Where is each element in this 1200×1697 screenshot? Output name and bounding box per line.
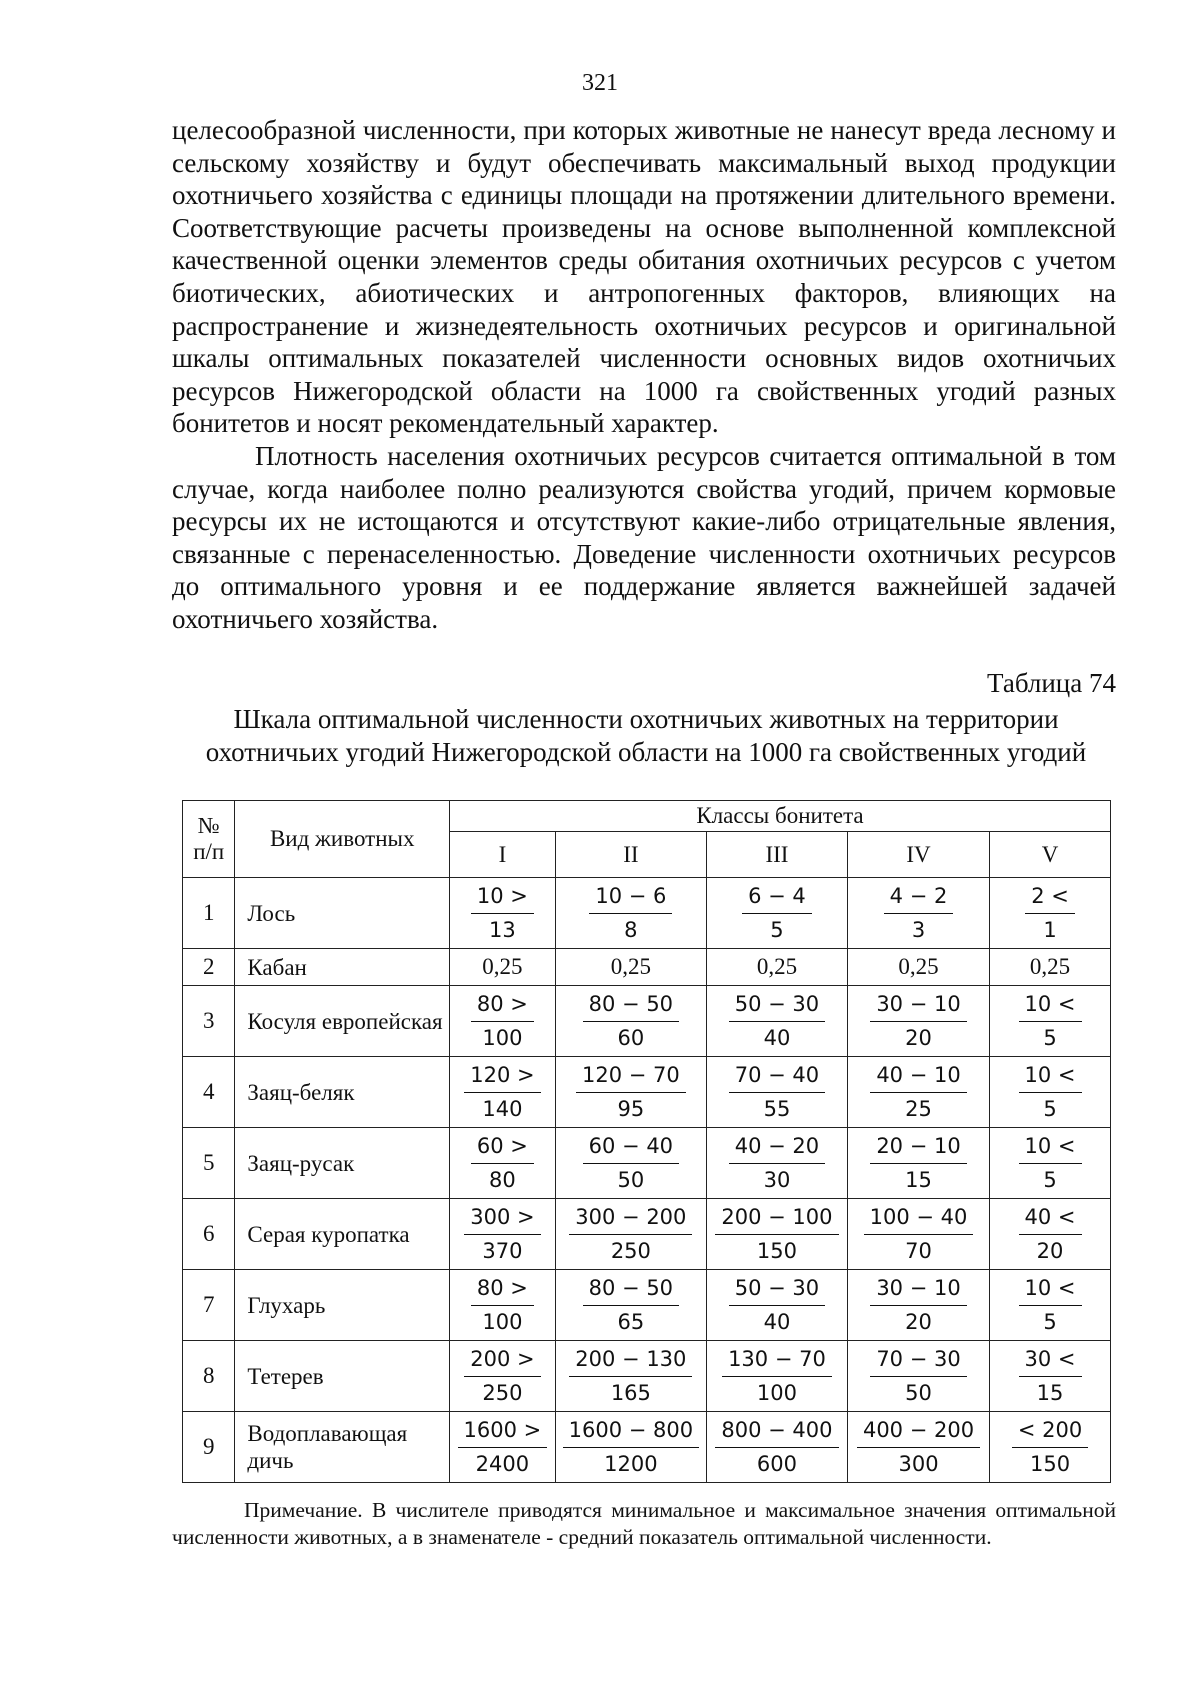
density-cell (450, 986, 556, 1057)
table-row (183, 878, 1111, 949)
density-range: 6 − 4 (742, 883, 812, 914)
species-name: Заяц-беляк (235, 1057, 450, 1128)
density-cell (847, 1199, 989, 1270)
row-number: 3 (183, 986, 235, 1057)
row-number: 4 (183, 1057, 235, 1128)
species-name: Серая куропатка (235, 1199, 450, 1270)
density-average: 300 (898, 1451, 939, 1476)
density-range: 10 < (1019, 1275, 1082, 1306)
density-fraction (583, 991, 679, 1052)
density-range: 2 < (1025, 883, 1075, 914)
density-cell (706, 1199, 847, 1270)
density-range: 20 − 10 (870, 1133, 966, 1164)
density-range: 10 < (1019, 1062, 1082, 1093)
density-average: 5 (1043, 1025, 1057, 1050)
density-fraction (576, 1062, 686, 1123)
density-cell (450, 1199, 556, 1270)
density-average: 55 (763, 1096, 791, 1121)
page-number: 321 (582, 70, 618, 96)
species-name: Заяц-русак (235, 1128, 450, 1199)
density-average: 50 (905, 1380, 932, 1405)
density-average: 13 (489, 917, 516, 942)
density-cell (706, 878, 847, 949)
density-range: 1600 > (458, 1417, 548, 1448)
density-range: 30 < (1019, 1346, 1082, 1377)
density-value: 0,25 (706, 949, 847, 986)
density-fraction (471, 883, 534, 944)
density-cell (847, 1270, 989, 1341)
density-cell (450, 1341, 556, 1412)
density-average: 80 (489, 1167, 516, 1192)
density-cell (990, 1057, 1111, 1128)
density-range: 40 − 20 (729, 1133, 825, 1164)
density-range: 60 > (471, 1133, 534, 1164)
density-range: 70 − 40 (729, 1062, 825, 1093)
density-average: 70 (905, 1238, 932, 1263)
header-species: Вид животных (235, 801, 450, 878)
density-fraction (884, 883, 954, 944)
row-number: 5 (183, 1128, 235, 1199)
paragraph: целесообразной численности, при которых животные не нанесут вреда лесному и сельскому хозяйству и будут обеспечивать максимальный выход продукции охотничьего хозяйства с единицы площади на протяжении длительного времени. Соответствующие расчеты произведены на основе выполненной комплексной качественной оценки элементов среды обитания охотничьих ресурсов с учетом биотических, абиотических и антропогенных факторов, влияющих на распространение и жизнедеятельность охотничьих ресурсов и оригинальной шкалы оптимальных показателей численности основных видов охотничьих ресурсов Нижегородской области на 1000 га свойственных угодий разных бонитетов и носят рекомендательный характер. (172, 115, 1116, 439)
header-num (183, 801, 235, 878)
density-average: 250 (610, 1238, 651, 1263)
density-average: 25 (905, 1096, 932, 1121)
density-cell (450, 1057, 556, 1128)
density-average: 100 (482, 1309, 523, 1334)
density-average: 5 (1043, 1309, 1057, 1334)
table-title (172, 703, 1120, 769)
density-fraction (471, 1133, 534, 1194)
table-row (183, 1128, 1111, 1199)
density-fraction (563, 1417, 699, 1478)
density-range: 120 − 70 (576, 1062, 686, 1093)
density-average: 20 (905, 1309, 932, 1334)
header-num-line: п/п (193, 839, 225, 864)
header-class-5: V (990, 832, 1111, 878)
density-range: 50 − 30 (729, 1275, 825, 1306)
header-classes: Классы бонитета (450, 801, 1111, 832)
species-name: Водоплавающая дичь (235, 1412, 450, 1483)
density-fraction (870, 1062, 966, 1123)
density-average: 20 (905, 1025, 932, 1050)
density-value: 0,25 (555, 949, 706, 986)
density-cell (847, 1412, 989, 1483)
density-cell (555, 1412, 706, 1483)
density-fraction (471, 991, 534, 1052)
paragraph: Плотность населения охотничьих ресурсов считается оптимальной в том случае, когда наиболее полно реализуются свойства угодий, причем кормовые ресурсы их не истощаются и отсутствуют какие-либо отрицательные явления, связанные с перенаселенностью. Доведение численности охотничьих ресурсов до оптимального уровня и ее поддержание является важнейшей задачей охотничьего хозяйства. (172, 440, 1116, 634)
row-number: 1 (183, 878, 235, 949)
density-cell (706, 1128, 847, 1199)
density-fraction (1019, 1204, 1082, 1265)
density-cell (990, 1128, 1111, 1199)
density-average: 250 (482, 1380, 523, 1405)
density-fraction (870, 991, 966, 1052)
density-fraction (729, 991, 825, 1052)
density-cell (706, 986, 847, 1057)
density-range: 80 > (471, 991, 534, 1022)
density-cell (990, 1341, 1111, 1412)
density-fraction (1019, 991, 1082, 1052)
density-cell (450, 1270, 556, 1341)
density-average: 8 (624, 917, 638, 942)
density-cell (555, 1341, 706, 1412)
density-fraction (870, 1133, 966, 1194)
density-range: 1600 − 800 (563, 1417, 699, 1448)
body-text (172, 114, 1116, 636)
density-fraction (1025, 883, 1075, 944)
header-num-line: № (197, 813, 220, 838)
density-average: 600 (756, 1451, 797, 1476)
density-range: 10 < (1019, 991, 1082, 1022)
density-range: 120 > (464, 1062, 540, 1093)
species-name: Глухарь (235, 1270, 450, 1341)
density-range: 130 − 70 (722, 1346, 832, 1377)
density-fraction (729, 1275, 825, 1336)
density-average: 95 (617, 1096, 645, 1121)
density-fraction (589, 883, 672, 944)
density-fraction (857, 1417, 980, 1478)
density-cell (706, 1270, 847, 1341)
density-cell (847, 986, 989, 1057)
density-range: 300 − 200 (569, 1204, 692, 1235)
density-average: 40 (763, 1309, 791, 1334)
table-title-line: Шкала оптимальной численности охотничьих животных на территории (233, 704, 1059, 734)
density-range: 80 − 50 (583, 1275, 679, 1306)
table-row (183, 1057, 1111, 1128)
density-cell (555, 1199, 706, 1270)
density-fraction (458, 1417, 548, 1478)
density-average: 15 (1036, 1380, 1064, 1405)
density-fraction (1019, 1062, 1082, 1123)
density-cell (990, 986, 1111, 1057)
density-cell (555, 1057, 706, 1128)
density-range: 80 > (471, 1275, 534, 1306)
density-average: 65 (617, 1309, 645, 1334)
density-average: 5 (770, 917, 784, 942)
row-number: 9 (183, 1412, 235, 1483)
density-average: 2400 (475, 1451, 530, 1476)
density-value: 0,25 (450, 949, 556, 986)
density-value: 0,25 (990, 949, 1111, 986)
density-range: 10 > (471, 883, 534, 914)
density-average: 3 (911, 917, 926, 942)
density-range: 50 − 30 (729, 991, 825, 1022)
table-row (183, 1199, 1111, 1270)
row-number: 8 (183, 1341, 235, 1412)
table-row (183, 1270, 1111, 1341)
density-fraction (583, 1133, 679, 1194)
density-fraction (1019, 1346, 1082, 1407)
density-cell (847, 1057, 989, 1128)
density-range: 70 − 30 (870, 1346, 966, 1377)
density-fraction (464, 1346, 540, 1407)
optimal-density-table (182, 800, 1111, 1483)
table-row (183, 1412, 1111, 1483)
density-fraction (864, 1204, 974, 1265)
density-range: 60 − 40 (583, 1133, 679, 1164)
density-average: 20 (1036, 1238, 1064, 1263)
density-average: 100 (482, 1025, 523, 1050)
density-cell (450, 1128, 556, 1199)
density-range: 100 − 40 (864, 1204, 974, 1235)
density-range: 200 − 100 (715, 1204, 838, 1235)
density-average: 1200 (604, 1451, 658, 1476)
species-name: Лось (235, 878, 450, 949)
density-cell (555, 986, 706, 1057)
density-average: 150 (756, 1238, 797, 1263)
density-average: 1 (1043, 917, 1057, 942)
density-fraction (471, 1275, 534, 1336)
species-name: Кабан (235, 949, 450, 986)
density-fraction (1019, 1133, 1082, 1194)
density-cell (706, 1341, 847, 1412)
density-fraction (870, 1275, 966, 1336)
density-cell (990, 878, 1111, 949)
row-number: 6 (183, 1199, 235, 1270)
density-range: 10 < (1019, 1133, 1082, 1164)
table-note: Примечание. В числителе приводятся минимальное и максимальное значения оптимальной численности животных, а в знаменателе - средний показатель оптимальной численности. (172, 1498, 1116, 1549)
species-name: Тетерев (235, 1341, 450, 1412)
species-name: Косуля европейская (235, 986, 450, 1057)
density-fraction (569, 1346, 692, 1407)
density-cell (847, 878, 989, 949)
header-class-2: II (555, 832, 706, 878)
row-number: 7 (183, 1270, 235, 1341)
density-range: 80 − 50 (583, 991, 679, 1022)
density-cell (450, 878, 556, 949)
density-cell (847, 1341, 989, 1412)
density-value: 0,25 (847, 949, 989, 986)
density-average: 5 (1043, 1167, 1057, 1192)
table-row (183, 1341, 1111, 1412)
density-fraction (569, 1204, 692, 1265)
table-row (183, 949, 1111, 986)
density-cell (847, 1128, 989, 1199)
header-class-3: III (706, 832, 847, 878)
density-average: 50 (617, 1167, 645, 1192)
density-cell (450, 1412, 556, 1483)
density-range: 40 < (1019, 1204, 1082, 1235)
density-average: 60 (617, 1025, 645, 1050)
density-cell (706, 1057, 847, 1128)
density-fraction (464, 1062, 540, 1123)
table-row (183, 986, 1111, 1057)
density-average: 15 (905, 1167, 932, 1192)
density-fraction (729, 1133, 825, 1194)
density-range: 30 − 10 (870, 991, 966, 1022)
density-range: 300 > (464, 1204, 540, 1235)
header-class-1: I (450, 832, 556, 878)
density-cell (990, 1412, 1111, 1483)
density-fraction (1012, 1417, 1088, 1478)
density-fraction (715, 1417, 838, 1478)
density-fraction (583, 1275, 679, 1336)
density-range: 10 − 6 (589, 883, 672, 914)
density-fraction (742, 883, 812, 944)
density-average: 165 (610, 1380, 651, 1405)
density-average: 370 (482, 1238, 523, 1263)
table-number: Таблица 74 (987, 668, 1116, 698)
density-range: 4 − 2 (884, 883, 954, 914)
density-range: 30 − 10 (870, 1275, 966, 1306)
density-range: 200 > (464, 1346, 540, 1377)
header-class-4: IV (847, 832, 989, 878)
density-average: 150 (1029, 1451, 1071, 1476)
density-average: 5 (1043, 1096, 1057, 1121)
density-fraction (1019, 1275, 1082, 1336)
density-cell (555, 878, 706, 949)
density-range: 800 − 400 (715, 1417, 838, 1448)
density-fraction (464, 1204, 540, 1265)
density-range: 40 − 10 (870, 1062, 966, 1093)
density-cell (990, 1270, 1111, 1341)
density-average: 40 (763, 1025, 791, 1050)
density-cell (990, 1199, 1111, 1270)
density-range: 200 − 130 (569, 1346, 692, 1377)
density-fraction (715, 1204, 838, 1265)
density-cell (555, 1128, 706, 1199)
density-cell (555, 1270, 706, 1341)
density-average: 30 (763, 1167, 791, 1192)
density-cell (706, 1412, 847, 1483)
table-title-line: охотничьих угодий Нижегородской области на 1000 га свойственных угодий (205, 737, 1087, 767)
density-fraction (722, 1346, 832, 1407)
density-range: < 200 (1012, 1417, 1088, 1448)
density-fraction (729, 1062, 825, 1123)
density-range: 400 − 200 (857, 1417, 980, 1448)
density-average: 100 (756, 1380, 797, 1405)
row-number: 2 (183, 949, 235, 986)
density-average: 140 (482, 1096, 523, 1121)
density-fraction (870, 1346, 966, 1407)
